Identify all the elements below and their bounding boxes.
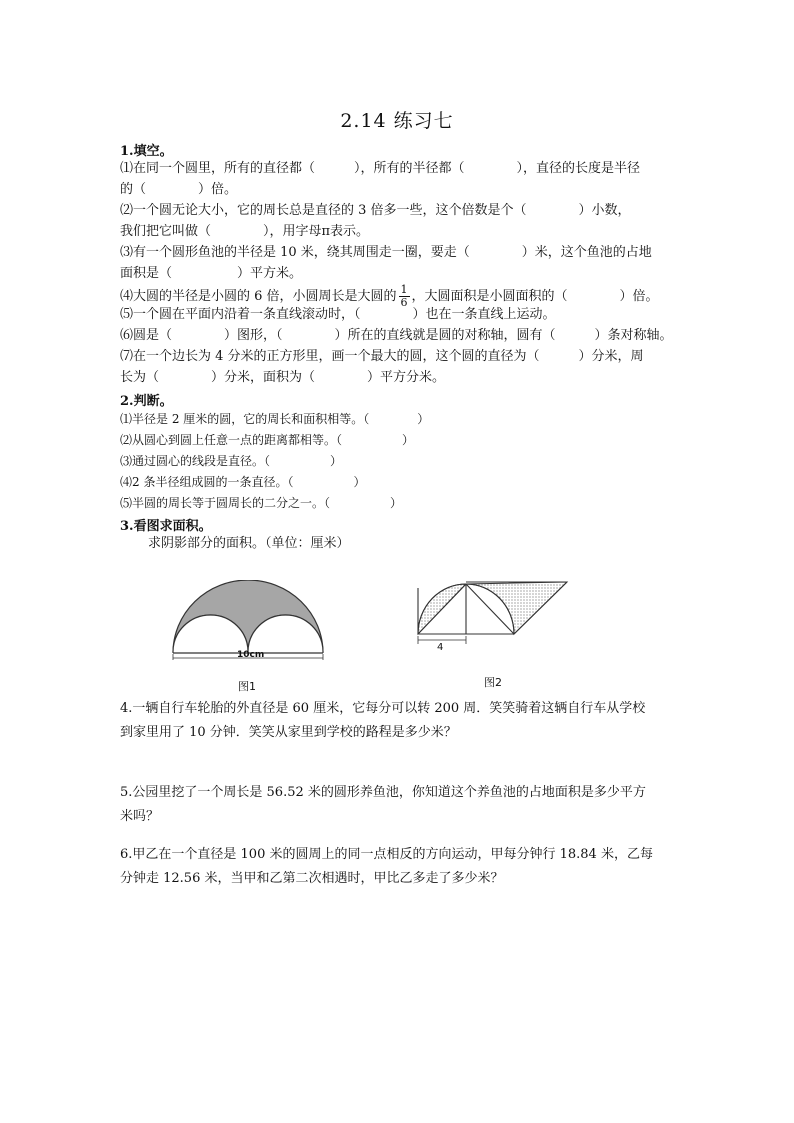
fraction-numerator: 1: [400, 283, 408, 296]
section1-heading: 1.填空。: [120, 144, 173, 159]
question-6-line-1: 6.甲乙在一个直径是 100 米的圆周上的同一点相反的方向运动，甲每分钟行 18.84 米，乙每: [120, 847, 653, 862]
fill-line-4-before: ⑷大圆的半径是小圆的 6 倍，小圆周长是大圆的: [120, 289, 397, 304]
question-6: [120, 843, 680, 891]
section3-heading: 3.看图求面积。: [120, 519, 212, 534]
figure2-right-shaded: [466, 582, 567, 634]
question-5: [120, 781, 680, 829]
fill-line-6: ⑹圆是（ ）图形，（ ）所在的直线就是圆的对称轴，圆有（ ）条对称轴。: [120, 328, 673, 343]
judge-line-3: ⑶通过圆心的线段是直径。（ ）: [120, 454, 343, 468]
fill-line-2b: 我们把它叫做（ ），用字母π表示。: [120, 224, 370, 239]
question-6-line-2: 分钟走 12.56 米，当甲和乙第二次相遇时，甲比乙多走了多少米？: [120, 871, 504, 886]
judge-line-5: ⑸半圆的周长等于圆周长的二分之一。（ ）: [120, 496, 403, 510]
fill-line-3a: ⑶有一个圆形鱼池的半径是 10 米，绕其周围走一圈，要走（ ）米，这个鱼池的占地: [120, 245, 652, 260]
question-4: [120, 697, 680, 745]
fill-line-1b: 的（ ）倍。: [120, 182, 238, 197]
judge-line-4: ⑷2 条半径组成圆的一条直径。（ ）: [120, 475, 366, 489]
fill-line-7a: ⑺在一个边长为 4 分米的正方形里，画一个最大的圆，这个圆的直径为（ ）分米，周: [120, 349, 644, 364]
question-5-line-2: 米吗？: [120, 809, 160, 824]
figure1-length-label: 10cm: [237, 650, 265, 660]
figure2-length-label: 4: [437, 642, 444, 653]
fill-line-3b: 面积是（ ）平方米。: [120, 266, 303, 281]
judge-line-2: ⑵从圆心到圆上任意一点的距离都相等。（ ）: [120, 433, 415, 447]
figure2-semicircle-parallelogram: [412, 578, 572, 658]
section2-heading: 2.判断。: [120, 394, 173, 409]
question-4-line-1: 4.一辆自行车轮胎的外直径是 60 厘米，它每分可以转 200 周．笑笑骑着这辆自行车从学校: [120, 701, 646, 716]
page-title: 2.14 练习七: [340, 110, 454, 132]
fill-line-5: ⑸一个圆在平面内沿着一条直线滚动时，（ ）也在一条直线上运动。: [120, 307, 556, 322]
fill-line-4-after: ，大圆面积是小圆面积的（ ）倍。: [411, 289, 659, 304]
question-5-line-1: 5.公园里挖了一个周长是 56.52 米的圆形养鱼池，你知道这个养鱼池的占地面积是多少平方: [120, 785, 646, 800]
fraction-denominator: 6: [400, 296, 408, 309]
question-4-line-2: 到家里用了 10 分钟．笑笑从家里到学校的路程是多少米？: [120, 725, 457, 740]
figure2-caption: 图2: [484, 676, 502, 689]
fill-line-2a: ⑵一个圆无论大小，它的周长总是直径的 3 倍多一些，这个倍数是个（ ）小数，: [120, 203, 631, 218]
figure1-caption: 图1: [238, 680, 256, 693]
judge-line-1: ⑴半径是 2 厘米的圆，它的周长和面积相等。（ ）: [120, 412, 430, 426]
fill-line-1a: ⑴在同一个圆里，所有的直径都（ ），所有的半径都（ ），直径的长度是半径: [120, 161, 641, 176]
section3-instruction: 求阴影部分的面积。（单位：厘米）: [148, 536, 350, 551]
fill-line-7b: 长为（ ）分米，面积为（ ）平方分米。: [120, 370, 446, 385]
